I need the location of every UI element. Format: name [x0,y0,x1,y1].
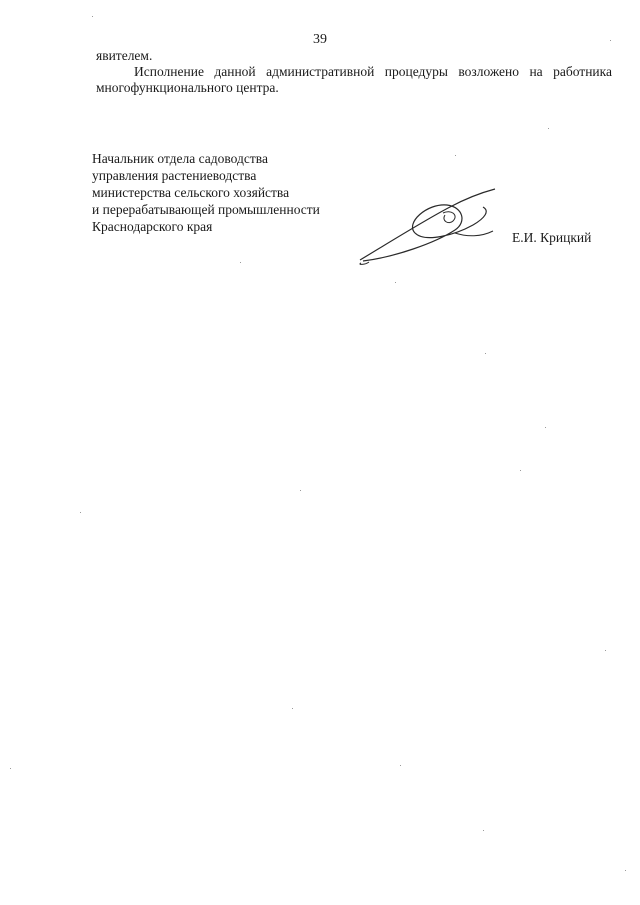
scan-speck [610,40,611,41]
scan-speck [80,512,81,513]
scan-speck [625,870,626,871]
signer-title-line: Краснодарского края [92,219,213,234]
scan-speck [92,16,93,17]
continuation-line: явителем. [96,48,153,63]
signer-title-line: и перерабатывающей промышленности [92,202,320,217]
main-paragraph: Исполнение данной административной процедуры возложено на работника многофункционального центра. [96,64,612,95]
body-text [96,48,612,96]
scan-speck [395,282,396,283]
signer-title-line: министерства сельского хозяйства [92,185,290,200]
page-number: 39 [313,32,327,47]
signer-title-block [92,150,372,235]
scan-speck [548,128,549,129]
scan-speck [485,353,486,354]
scan-speck [400,765,401,766]
scan-speck [455,155,456,156]
signer-title-line: Начальник отдела садоводства [92,151,268,166]
scan-speck [483,830,484,831]
handwritten-signature [355,185,505,267]
scan-speck [605,650,606,651]
scan-speck [10,768,11,769]
scan-speck [520,470,521,471]
signer-name: Е.И. Крицкий [512,230,592,245]
scan-speck [545,427,546,428]
scan-speck [300,490,301,491]
signer-title-line: управления растениеводства [92,168,257,183]
scan-speck [240,262,241,263]
scan-speck [292,708,293,709]
